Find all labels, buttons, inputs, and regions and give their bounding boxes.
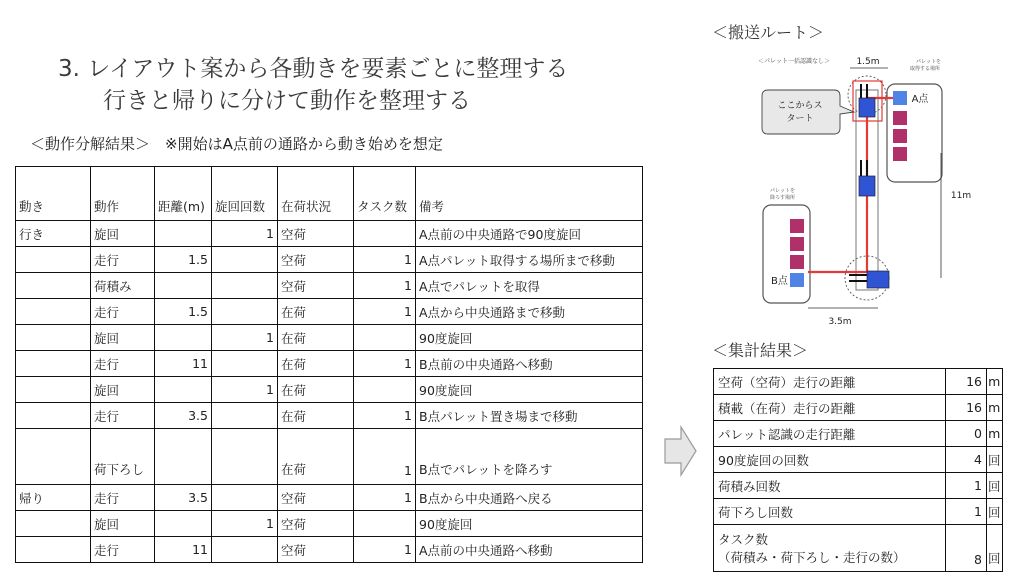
route-note-top: ＜パレット一括認識なし＞ <box>758 58 830 65</box>
table-cell: A点パレット取得する場所まで移動 <box>416 247 643 273</box>
table-cell <box>155 511 212 537</box>
table-cell <box>212 299 278 325</box>
table-cell: 旋回 <box>91 221 155 247</box>
table-cell: B点パレット置き場まで移動 <box>416 403 643 429</box>
table-cell: 1 <box>354 247 416 273</box>
fork-icon <box>860 84 862 98</box>
table-cell <box>212 429 278 485</box>
summary-value: 4 <box>946 447 987 473</box>
table-cell: 走行 <box>91 299 155 325</box>
table-cell: 荷下ろし <box>91 429 155 485</box>
summary-unit: m <box>987 395 1003 421</box>
agv-icon <box>859 98 875 117</box>
task-label-line2: （荷積み・荷下ろし・走行の数） <box>718 550 906 565</box>
table-cell: 荷積み <box>91 273 155 299</box>
table-cell <box>212 403 278 429</box>
table-row <box>16 325 643 351</box>
summary-row <box>714 421 1003 447</box>
header-cell: 備考 <box>416 167 643 221</box>
table-cell <box>212 537 278 563</box>
summary-unit: 回 <box>987 447 1003 473</box>
task-label-line1: タスク数 <box>718 532 769 547</box>
summary-value: 16 <box>946 395 987 421</box>
table-cell <box>16 351 91 377</box>
page-title-line1: 3. レイアウト案から各動きを要素ごとに整理する <box>58 56 569 82</box>
summary-label: 90度旋回の回数 <box>714 447 946 473</box>
summary-label <box>714 525 946 572</box>
table-cell: 1 <box>354 537 416 563</box>
dimension-label-top: 1.5m <box>856 57 880 67</box>
table-row <box>16 511 643 537</box>
pallet-take-note-1: パレットを <box>916 59 941 65</box>
table-cell: 90度旋回 <box>416 377 643 403</box>
table-row <box>16 351 643 377</box>
table-cell <box>354 325 416 351</box>
table-cell: 1 <box>354 299 416 325</box>
start-callout-line2: タート <box>786 114 814 124</box>
label-point-b: B点 <box>771 276 788 287</box>
table-row <box>16 247 643 273</box>
table-cell <box>155 429 212 485</box>
table-cell: 1 <box>212 377 278 403</box>
table-cell: 旋回 <box>91 511 155 537</box>
table-cell: 空荷 <box>278 537 354 563</box>
summary-row <box>714 473 1003 499</box>
table-cell: 1 <box>354 403 416 429</box>
pallet-icon <box>790 219 804 233</box>
table-row <box>16 537 643 563</box>
label-point-a: A点 <box>911 94 929 105</box>
table-cell <box>212 247 278 273</box>
table-cell: 3.5 <box>155 403 212 429</box>
start-callout <box>762 90 854 134</box>
table-cell: 空荷 <box>278 511 354 537</box>
table-cell: 空荷 <box>278 247 354 273</box>
table-cell <box>354 221 416 247</box>
summary-unit: m <box>987 369 1003 395</box>
pallet-icon <box>893 129 907 143</box>
dimension-label-bottom: 3.5m <box>828 317 852 327</box>
table-cell: 1 <box>212 221 278 247</box>
table-cell <box>155 325 212 351</box>
table-cell: 走行 <box>91 351 155 377</box>
table-cell: A点前の中央通路へ移動 <box>416 537 643 563</box>
table-cell <box>16 377 91 403</box>
header-cell: 距離(m) <box>155 167 212 221</box>
summary-value: 0 <box>946 421 987 447</box>
summary-row <box>714 447 1003 473</box>
agv-icon <box>859 176 875 196</box>
table-cell: B点から中央通路へ戻る <box>416 485 643 511</box>
table-row <box>16 273 643 299</box>
pallet-icon <box>893 147 907 161</box>
pallet-place-note-2: 降ろす場所 <box>770 195 796 201</box>
header-cell: 動作 <box>91 167 155 221</box>
pallet-take-note-2: 取得する場所 <box>910 66 941 72</box>
table-row <box>16 221 643 247</box>
table-cell: 1 <box>212 325 278 351</box>
table-cell <box>212 351 278 377</box>
table-row <box>16 299 643 325</box>
summary-value: 1 <box>946 473 987 499</box>
table-cell: 空荷 <box>278 273 354 299</box>
table-cell <box>354 377 416 403</box>
summary-unit: m <box>987 421 1003 447</box>
section-subtitle: ＜動作分解結果＞ ※開始はA点前の通路から動き始めを想定 <box>30 135 443 153</box>
pallet-icon <box>893 111 907 125</box>
table-cell: A点でパレットを取得 <box>416 273 643 299</box>
summary-row <box>714 395 1003 421</box>
table-cell: 走行 <box>91 403 155 429</box>
table-cell <box>16 247 91 273</box>
table-cell: 1.5 <box>155 247 212 273</box>
table-cell: 在荷 <box>278 403 354 429</box>
table-cell: 帰り <box>16 485 91 511</box>
fork-icon <box>866 160 868 176</box>
agv-icon <box>867 271 889 288</box>
summary-label: 積載（在荷）走行の距離 <box>714 395 946 421</box>
pallet-icon <box>790 255 804 269</box>
table-cell: B点前の中央通路へ移動 <box>416 351 643 377</box>
table-cell: 在荷 <box>278 299 354 325</box>
summary-unit: 回 <box>987 499 1003 525</box>
header-cell: 動き <box>16 167 91 221</box>
header-cell: タスク数 <box>354 167 416 221</box>
header-cell: 旋回回数 <box>212 167 278 221</box>
table-cell: 在荷 <box>278 325 354 351</box>
dimension-label-height: 11m <box>950 191 972 201</box>
table-cell: 空荷 <box>278 221 354 247</box>
table-cell: 1 <box>354 485 416 511</box>
table-cell: 空荷 <box>278 485 354 511</box>
summary-unit: 回 <box>987 473 1003 499</box>
right-arrow-icon <box>664 425 698 477</box>
table-cell <box>155 377 212 403</box>
table-cell: B点でパレットを降ろす <box>416 429 643 485</box>
table-cell: 在荷 <box>278 351 354 377</box>
table-cell: 1 <box>354 429 416 485</box>
table-cell: 90度旋回 <box>416 511 643 537</box>
table-cell: 1 <box>354 273 416 299</box>
summary-label: 荷下ろし回数 <box>714 499 946 525</box>
table-cell: A点から中央通路まで移動 <box>416 299 643 325</box>
table-cell: 90度旋回 <box>416 325 643 351</box>
table-cell: 在荷 <box>278 377 354 403</box>
table-cell <box>155 221 212 247</box>
summary-row <box>714 499 1003 525</box>
table-cell: 行き <box>16 221 91 247</box>
table-cell: 旋回 <box>91 325 155 351</box>
table-cell: 11 <box>155 351 212 377</box>
page-title-line2: 行きと帰りに分けて動作を整理する <box>103 88 471 114</box>
summary-section-title: ＜集計結果＞ <box>712 341 809 360</box>
pallet-light-icon <box>893 91 907 105</box>
fork-icon <box>866 84 868 98</box>
table-cell <box>16 511 91 537</box>
table-cell: 3.5 <box>155 485 212 511</box>
table-cell <box>16 537 91 563</box>
summary-label: 荷積み回数 <box>714 473 946 499</box>
table-cell: 旋回 <box>91 377 155 403</box>
header-cell: 在荷状況 <box>278 167 354 221</box>
table-cell: 1.5 <box>155 299 212 325</box>
table-cell: 11 <box>155 537 212 563</box>
table-cell <box>16 403 91 429</box>
start-callout-line1: ここからス <box>777 101 823 111</box>
table-cell: 1 <box>212 511 278 537</box>
summary-label: パレット認識の走行距離 <box>714 421 946 447</box>
route-section-title: ＜搬送ルート＞ <box>712 23 825 42</box>
table-cell <box>212 485 278 511</box>
table-cell <box>354 511 416 537</box>
summary-value: 1 <box>946 499 987 525</box>
summary-row-task <box>714 525 1003 572</box>
table-cell: 走行 <box>91 537 155 563</box>
table-cell: A点前の中央通路で90度旋回 <box>416 221 643 247</box>
table-row <box>16 377 643 403</box>
table-cell: 走行 <box>91 247 155 273</box>
table-cell: 在荷 <box>278 429 354 485</box>
table-header-row <box>16 167 643 221</box>
table-cell: 走行 <box>91 485 155 511</box>
fork-icon <box>849 274 867 276</box>
pallet-light-icon <box>790 273 804 287</box>
table-cell <box>155 273 212 299</box>
table-cell <box>212 273 278 299</box>
summary-table <box>713 368 1003 572</box>
table-row <box>16 429 643 485</box>
summary-row <box>714 369 1003 395</box>
pallet-place-note-1: パレットを <box>770 188 795 194</box>
motion-breakdown-table <box>15 166 643 563</box>
table-row <box>16 403 643 429</box>
route-diagram <box>748 50 978 330</box>
table-cell: 1 <box>354 351 416 377</box>
summary-label: 空荷（空荷）走行の距離 <box>714 369 946 395</box>
table-row <box>16 485 643 511</box>
fork-icon <box>849 280 867 282</box>
summary-value: 16 <box>946 369 987 395</box>
table-cell <box>16 325 91 351</box>
summary-unit: 回 <box>987 525 1003 572</box>
table-cell <box>16 429 91 485</box>
table-cell <box>16 273 91 299</box>
table-cell <box>16 299 91 325</box>
pallet-icon <box>790 237 804 251</box>
fork-icon <box>860 160 862 176</box>
summary-value: 8 <box>946 525 987 572</box>
